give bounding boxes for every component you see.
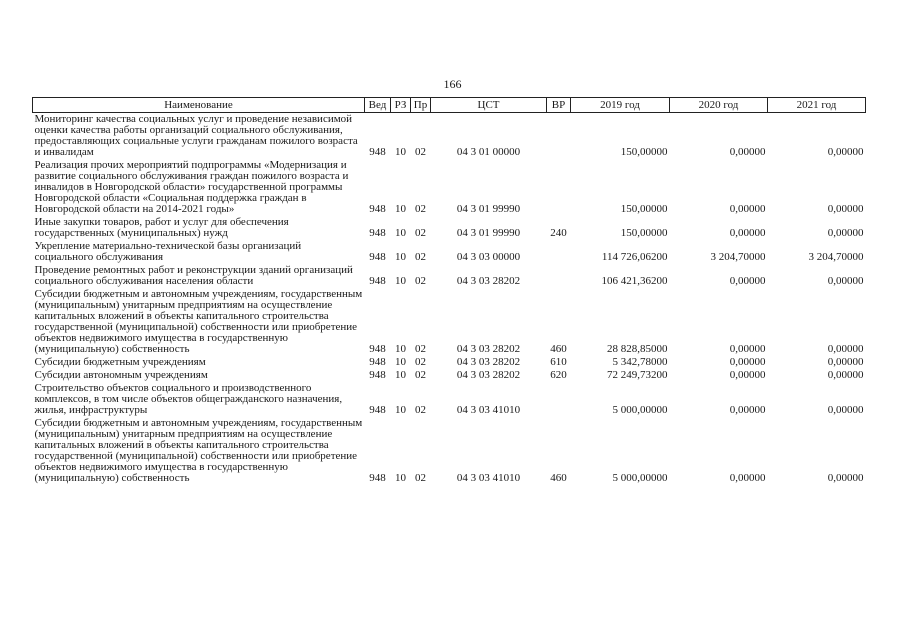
- row-name: Укрепление материально-технической базы организаций социального обслуживания: [34, 240, 302, 263]
- row-pr: 02: [415, 356, 426, 368]
- row-2020: 3 204,70000: [710, 251, 766, 263]
- row-pr: 02: [415, 369, 426, 381]
- row-2021: 0,00000: [827, 369, 864, 381]
- row-2019: 114 726,06200: [601, 251, 668, 263]
- row-pr: 02: [415, 343, 426, 355]
- row-rz: 10: [395, 343, 406, 355]
- row-2019: 150,00000: [620, 227, 668, 239]
- row-2021: 0,00000: [827, 472, 864, 484]
- row-cst: 04 3 01 99990: [456, 203, 521, 215]
- table-row: [33, 159, 866, 216]
- header-rz: РЗ: [391, 98, 411, 113]
- row-cst: 04 3 01 99990: [456, 227, 521, 239]
- row-ved: 948: [369, 343, 386, 355]
- row-name: Субсидии автономным учреждениям: [34, 369, 208, 381]
- table-header-row: [33, 98, 866, 113]
- row-rz: 10: [395, 203, 406, 215]
- row-vr: 620: [550, 369, 567, 381]
- row-2019: 150,00000: [620, 203, 668, 215]
- header-ved: Вед: [365, 98, 391, 113]
- row-pr: 02: [415, 275, 426, 287]
- row-ved: 948: [369, 203, 386, 215]
- row-ved: 948: [369, 356, 386, 368]
- row-ved: 948: [369, 472, 386, 484]
- row-cst: 04 3 03 28202: [456, 275, 521, 287]
- row-vr: [547, 264, 571, 288]
- header-2021: 2021 год: [768, 98, 866, 113]
- row-rz: 10: [395, 146, 406, 158]
- row-2021: 0,00000: [827, 356, 864, 368]
- row-name: Строительство объектов социального и производственного комплексов, в том числе объектов общегражданского назначения, жилья, инфраструктуры: [34, 382, 343, 416]
- row-vr: [547, 113, 571, 160]
- row-name: Субсидии бюджетным и автономным учреждениям, государственным (муниципальным) унитарным предприятиям на осуществление капитальных вложений в объекты капитального строительства государственной (муниципальной) собственности или приобретение объектов недвижимого имущества в государственную (муниципальную) собственность: [34, 417, 363, 484]
- row-2019: 5 000,00000: [612, 404, 668, 416]
- row-rz: 10: [395, 275, 406, 287]
- header-name: Наименование: [33, 98, 365, 113]
- row-2021: 0,00000: [827, 203, 864, 215]
- row-name: Мониторинг качества социальных услуг и проведение независимой оценки качества работы организаций социального обслуживания, предоставляющих социальные услуги гражданам пожилого возраста и инвалидам: [34, 113, 358, 158]
- header-2019: 2019 год: [571, 98, 670, 113]
- table-row: [33, 240, 866, 264]
- row-name: Иные закупки товаров, работ и услуг для обеспечения государственных (муниципальных) нужд: [34, 216, 289, 239]
- row-rz: 10: [395, 404, 406, 416]
- row-pr: 02: [415, 472, 426, 484]
- row-2021: 0,00000: [827, 275, 864, 287]
- row-pr: 02: [415, 227, 426, 239]
- row-2020: 0,00000: [729, 146, 766, 158]
- row-2019: 72 249,73200: [607, 369, 668, 381]
- row-rz: 10: [395, 356, 406, 368]
- row-vr: [547, 240, 571, 264]
- row-rz: 10: [395, 227, 406, 239]
- row-2020: 0,00000: [729, 203, 766, 215]
- row-2020: 0,00000: [729, 356, 766, 368]
- row-2021: 3 204,70000: [808, 251, 864, 263]
- row-vr: [547, 159, 571, 216]
- row-2020: 0,00000: [729, 404, 766, 416]
- row-2019: 5 000,00000: [612, 472, 668, 484]
- row-pr: 02: [415, 251, 426, 263]
- row-2020: 0,00000: [729, 227, 766, 239]
- row-2021: 0,00000: [827, 146, 864, 158]
- row-2021: 0,00000: [827, 343, 864, 355]
- row-cst: 04 3 03 28202: [456, 343, 521, 355]
- row-cst: 04 3 03 00000: [456, 251, 521, 263]
- row-name: Субсидии бюджетным и автономным учреждениям, государственным (муниципальным) унитарным предприятиям на осуществление капитальных вложений в объекты капитального строительства государственной (муниципальной) собственности или приобретение объектов недвижимого имущества в государственную (муниципальную) собственность: [34, 288, 363, 355]
- header-2020: 2020 год: [670, 98, 768, 113]
- row-ved: 948: [369, 251, 386, 263]
- table-row: [33, 369, 866, 382]
- row-2019: 28 828,85000: [607, 343, 668, 355]
- row-name: Проведение ремонтных работ и реконструкции зданий организаций социального обслуживания населения области: [34, 264, 353, 287]
- header-vr: ВР: [547, 98, 571, 113]
- row-ved: 948: [369, 369, 386, 381]
- row-2019: 150,00000: [620, 146, 668, 158]
- row-2020: 0,00000: [729, 275, 766, 287]
- row-2019: 5 342,78000: [612, 356, 668, 368]
- row-rz: 10: [395, 472, 406, 484]
- table-row: [33, 356, 866, 369]
- row-vr: 240: [550, 227, 567, 239]
- row-cst: 04 3 03 28202: [456, 356, 521, 368]
- row-name: Субсидии бюджетным учреждениям: [34, 356, 206, 368]
- row-2021: 0,00000: [827, 404, 864, 416]
- row-2020: 0,00000: [729, 472, 766, 484]
- row-2019: 106 421,36200: [601, 275, 668, 287]
- budget-table: [32, 97, 866, 485]
- header-cst: ЦСТ: [431, 98, 547, 113]
- row-cst: 04 3 03 41010: [456, 472, 521, 484]
- table-row: [33, 382, 866, 417]
- row-ved: 948: [369, 146, 386, 158]
- row-name: Реализация прочих мероприятий подпрограммы «Модернизация и развитие социального обслуживания граждан пожилого возраста и инвалидов в Новгородской области» государственной программы Новгородской области «Социальная поддержка граждан в Новгородской области на 2014-2021 годы»: [34, 159, 349, 215]
- row-vr: [547, 382, 571, 417]
- row-pr: 02: [415, 203, 426, 215]
- table-row: [33, 113, 866, 160]
- row-cst: 04 3 03 28202: [456, 369, 521, 381]
- row-vr: 610: [550, 356, 567, 368]
- row-ved: 948: [369, 404, 386, 416]
- row-2020: 0,00000: [729, 343, 766, 355]
- row-rz: 10: [395, 251, 406, 263]
- row-ved: 948: [369, 275, 386, 287]
- header-pr: Пр: [411, 98, 431, 113]
- row-rz: 10: [395, 369, 406, 381]
- row-ved: 948: [369, 227, 386, 239]
- table-row: [33, 216, 866, 240]
- row-pr: 02: [415, 404, 426, 416]
- row-cst: 04 3 01 00000: [456, 146, 521, 158]
- table-row: [33, 264, 866, 288]
- table-row: [33, 288, 866, 356]
- row-pr: 02: [415, 146, 426, 158]
- row-2021: 0,00000: [827, 227, 864, 239]
- page-number: 166: [443, 77, 462, 91]
- row-cst: 04 3 03 41010: [456, 404, 521, 416]
- table-row: [33, 417, 866, 485]
- row-2020: 0,00000: [729, 369, 766, 381]
- row-vr: 460: [550, 472, 567, 484]
- row-vr: 460: [550, 343, 567, 355]
